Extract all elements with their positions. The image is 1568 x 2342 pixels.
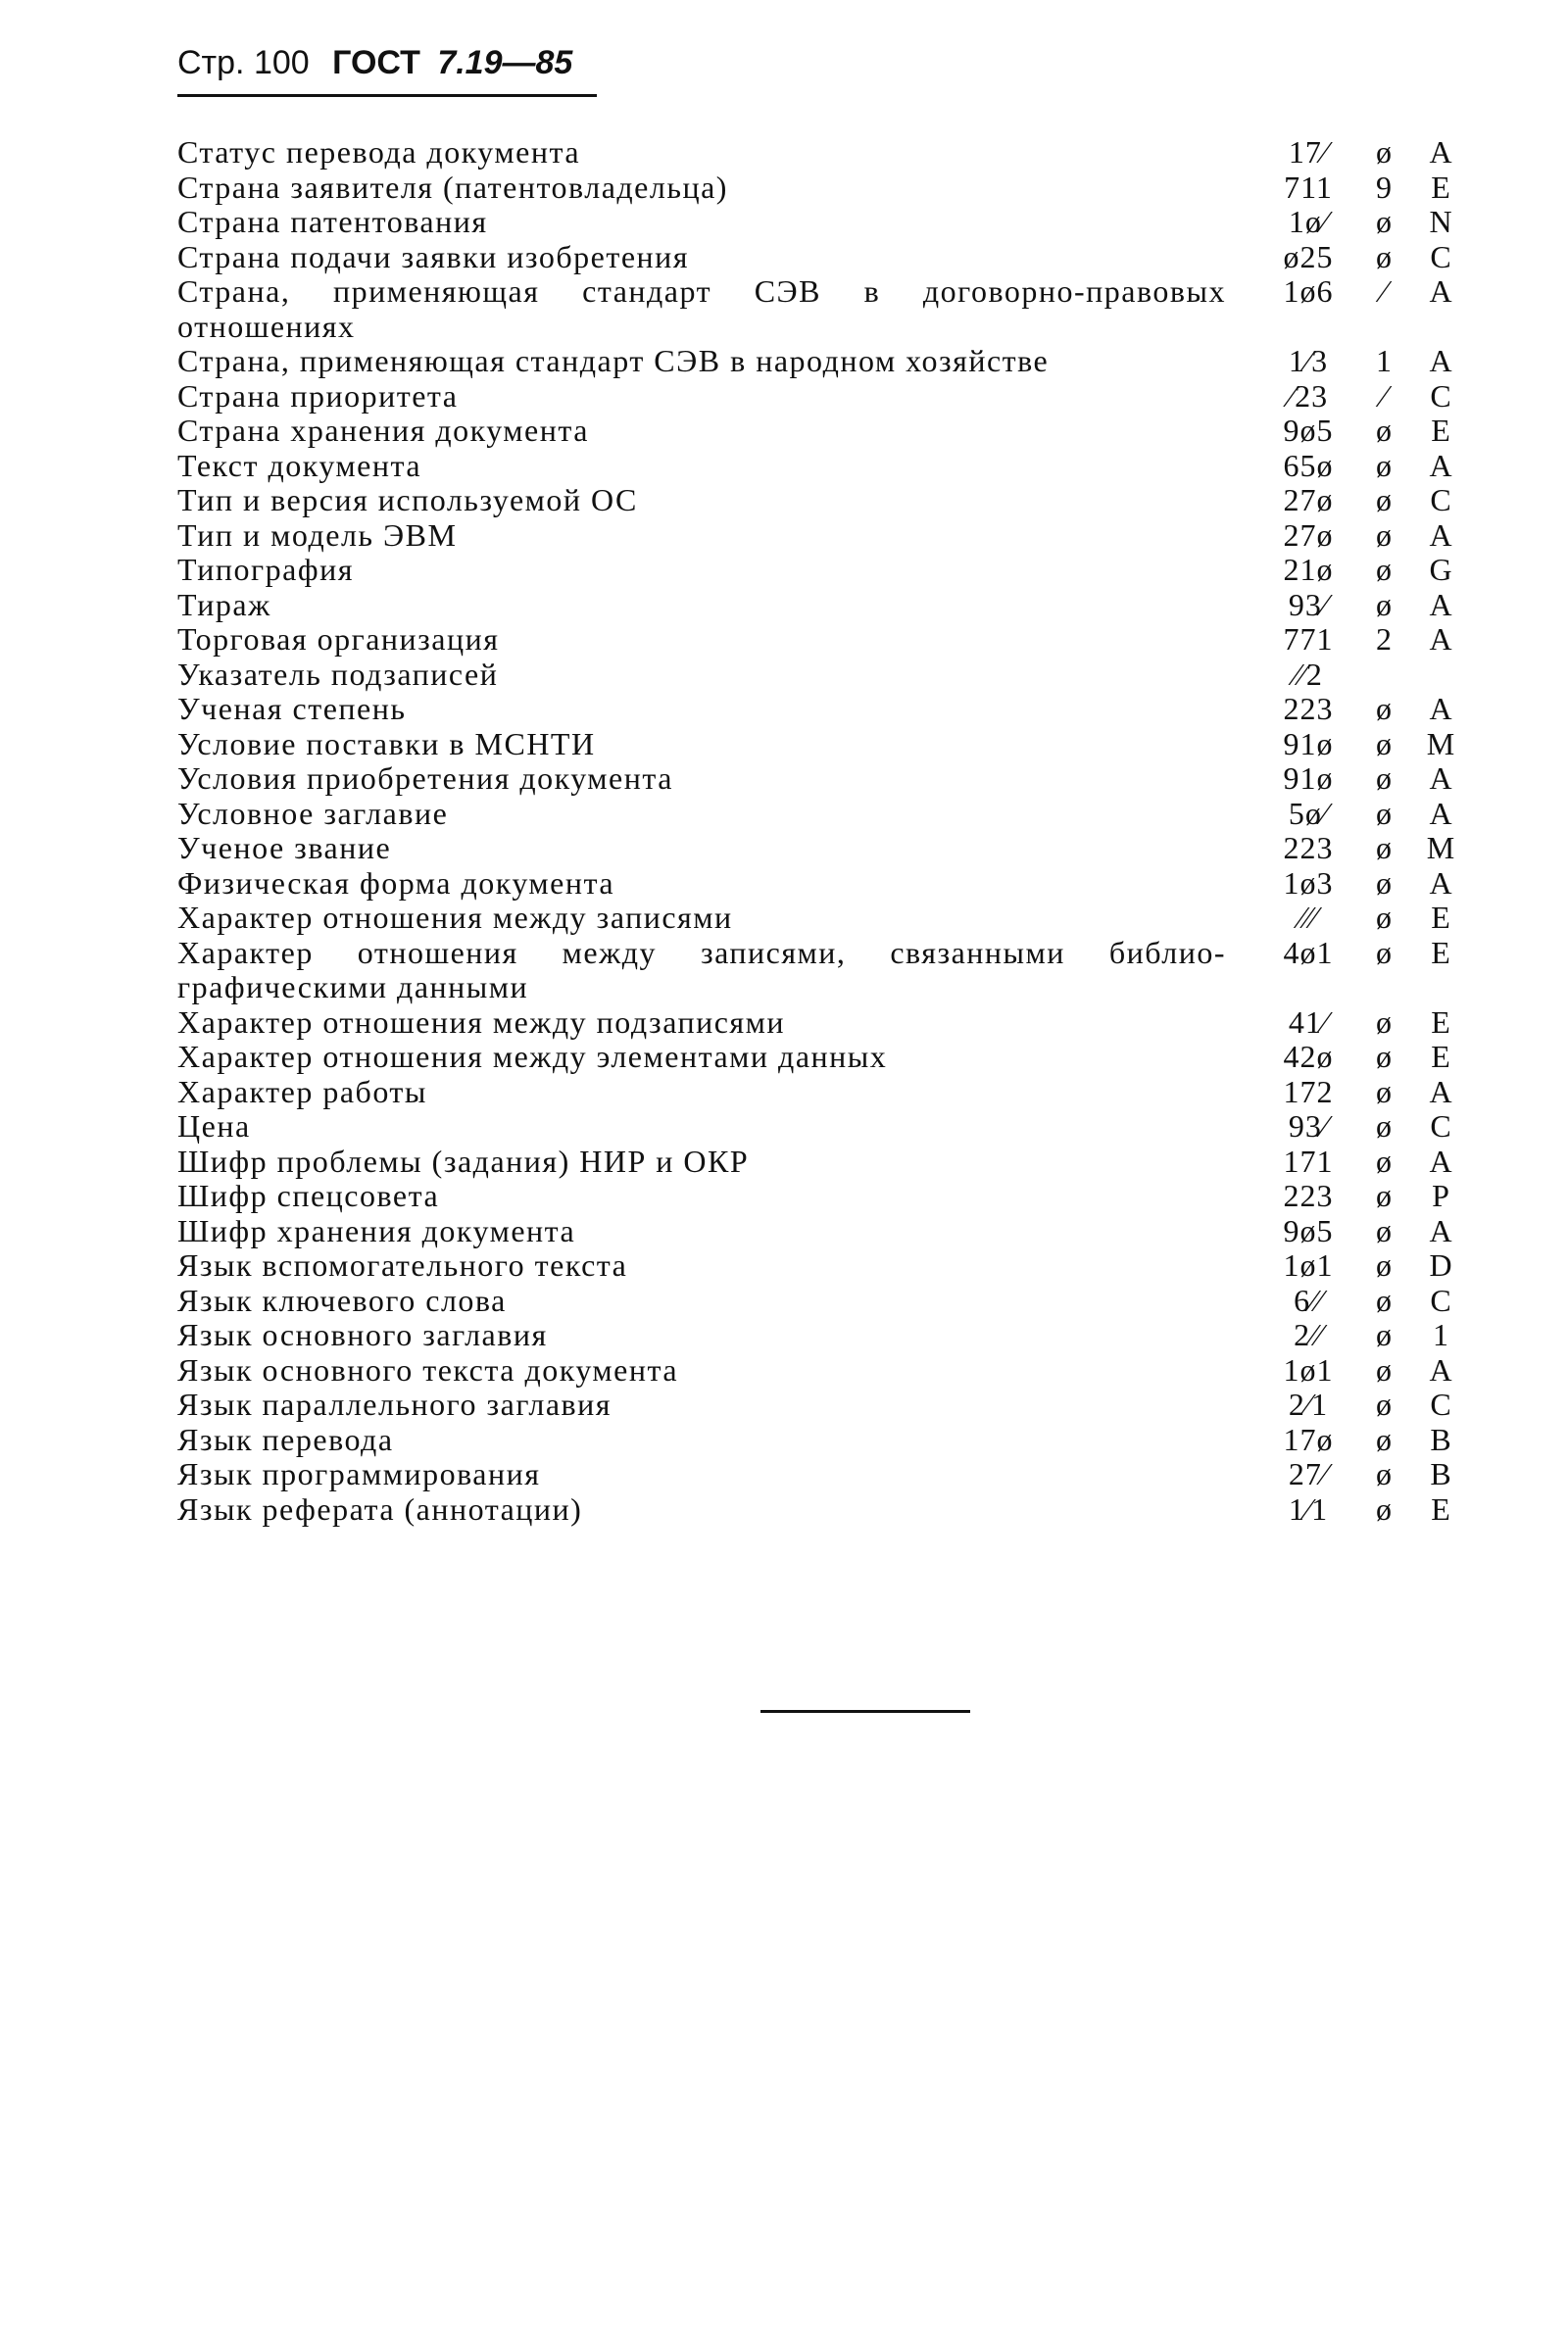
entry-term: Страна, применяющая стандарт СЭВ в народном хозяйстве <box>177 343 1050 378</box>
entry-row <box>0 379 1568 415</box>
entry-class: A <box>1429 1212 1452 1248</box>
entry-row <box>0 901 1568 936</box>
entry-class: A <box>1429 134 1452 170</box>
entry-row <box>0 1284 1568 1319</box>
entry-row <box>0 553 1568 588</box>
entry-class: A <box>1429 691 1452 726</box>
entry-term: Характер отношения между записями, связанными библио-графическими данными <box>177 934 1226 1004</box>
entry-class: M <box>1426 830 1455 865</box>
entry-term: Текст документа <box>177 447 422 483</box>
entry-term: Условие поставки в МСНТИ <box>177 725 596 761</box>
entry-subcode: ø <box>1376 1178 1392 1213</box>
entry-term: Характер отношения между элементами данных <box>177 1039 888 1074</box>
entry-code: 223 <box>1283 1178 1334 1213</box>
entry-subcode: 9 <box>1376 169 1392 205</box>
entry-subcode: ø <box>1376 1282 1392 1318</box>
entry-subcode: ø <box>1376 238 1392 274</box>
entry-term: Страна приоритета <box>177 377 459 414</box>
entry-list <box>0 135 1568 1527</box>
entry-code: 17⁄ <box>1288 134 1329 170</box>
entry-row <box>0 727 1568 762</box>
entry-subcode: ø <box>1376 413 1392 448</box>
entry-term: Характер отношения между подзаписями <box>177 1003 786 1040</box>
entry-subcode: ø <box>1376 1247 1392 1283</box>
entry-term: Страна хранения документа <box>177 413 589 448</box>
entry-class: A <box>1429 1073 1452 1109</box>
entry-term: Страна подачи заявки изобретения <box>177 238 690 274</box>
entry-row <box>0 518 1568 554</box>
entry-code: 1ø⁄ <box>1288 204 1329 239</box>
entry-row <box>0 831 1568 866</box>
entry-subcode: ø <box>1376 1212 1392 1248</box>
entry-term: Шифр проблемы (задания) НИР и ОКР <box>177 1143 750 1179</box>
entry-row <box>0 1214 1568 1249</box>
entry-class: A <box>1429 621 1452 657</box>
entry-subcode: ø <box>1376 134 1392 170</box>
entry-class: A <box>1429 343 1452 378</box>
entry-subcode: ø <box>1376 552 1392 587</box>
entry-code: 93⁄ <box>1288 1108 1329 1144</box>
entry-class: C <box>1430 482 1451 517</box>
entry-row <box>0 171 1568 206</box>
entry-term: Язык перевода <box>177 1421 394 1457</box>
entry-class: C <box>1430 238 1451 274</box>
entry-row <box>0 344 1568 379</box>
entry-subcode: ⁄ <box>1381 377 1387 414</box>
entry-term: Условное заглавие <box>177 795 449 831</box>
entry-subcode: ø <box>1376 1387 1392 1422</box>
entry-code: 91ø <box>1283 760 1334 796</box>
entry-code: 6⁄⁄ <box>1294 1282 1323 1318</box>
entry-code: 27ø <box>1283 482 1334 517</box>
entry-row <box>0 797 1568 832</box>
entry-class: E <box>1431 1490 1450 1527</box>
entry-code: 93⁄ <box>1288 586 1329 622</box>
entry-class: A <box>1429 447 1452 483</box>
end-rule <box>760 1710 970 1713</box>
entry-subcode: ø <box>1376 447 1392 483</box>
entry-row <box>0 692 1568 727</box>
entry-term: Статус перевода документа <box>177 134 581 170</box>
entry-row <box>0 1145 1568 1180</box>
entry-class: A <box>1429 1351 1452 1388</box>
entry-row <box>0 483 1568 518</box>
entry-code: 41⁄ <box>1288 1003 1329 1040</box>
entry-row <box>0 1109 1568 1145</box>
entry-class: A <box>1429 1143 1452 1179</box>
entry-code: 1ø6 <box>1283 273 1334 309</box>
entry-subcode: ø <box>1376 725 1392 761</box>
entry-class: E <box>1431 900 1450 935</box>
entry-row <box>0 622 1568 658</box>
entry-code: 223 <box>1283 830 1334 865</box>
entry-term: Язык программирования <box>177 1456 541 1491</box>
entry-code: 17ø <box>1283 1421 1334 1457</box>
gost-label: ГОСТ <box>332 44 420 81</box>
entry-term: Язык вспомогательного текста <box>177 1247 628 1283</box>
entry-code: 1ø1 <box>1283 1351 1334 1388</box>
entry-subcode: ø <box>1376 1351 1392 1388</box>
entry-class: A <box>1429 586 1452 622</box>
entry-row <box>0 1492 1568 1528</box>
entry-subcode: ø <box>1376 830 1392 865</box>
entry-term: Страна заявителя (патентовладельца) <box>177 169 728 205</box>
entry-term: Характер работы <box>177 1073 427 1109</box>
entry-class: B <box>1430 1456 1451 1491</box>
header-rule <box>177 94 597 97</box>
entry-row <box>0 274 1568 344</box>
entry-row <box>0 1388 1568 1423</box>
entry-term: Шифр спецсовета <box>177 1178 440 1213</box>
entry-code: 1ø3 <box>1283 864 1334 901</box>
entry-class: C <box>1430 1282 1451 1318</box>
entry-subcode: ø <box>1376 1421 1392 1457</box>
entry-code: 27ø <box>1283 516 1334 553</box>
entry-class: A <box>1429 516 1452 553</box>
page-label: Стр. <box>177 44 245 81</box>
entry-class: A <box>1429 760 1452 796</box>
entry-row <box>0 449 1568 484</box>
entry-code: ⁄23 <box>1288 377 1329 414</box>
entry-code: 2⁄1 <box>1288 1387 1329 1422</box>
entry-code: 65ø <box>1283 447 1334 483</box>
entry-subcode: ø <box>1376 864 1392 901</box>
entry-subcode: ø <box>1376 204 1392 239</box>
entry-row <box>0 936 1568 1005</box>
entry-row <box>0 240 1568 275</box>
entry-row <box>0 1318 1568 1353</box>
entry-class: G <box>1429 552 1452 587</box>
entry-subcode: 2 <box>1376 621 1392 657</box>
entry-row <box>0 1005 1568 1041</box>
entry-row <box>0 1040 1568 1075</box>
entry-term: Условия приобретения документа <box>177 760 673 796</box>
entry-subcode: ø <box>1376 482 1392 517</box>
entry-row <box>0 1179 1568 1214</box>
entry-row <box>0 761 1568 797</box>
entry-subcode: ø <box>1376 1317 1392 1352</box>
entry-subcode: ø <box>1376 1143 1392 1179</box>
entry-term: Язык основного заглавия <box>177 1317 548 1352</box>
entry-term: Язык ключевого слова <box>177 1282 507 1318</box>
entry-term: Страна, применяющая стандарт СЭВ в договорно-правовых отношениях <box>177 273 1226 344</box>
entry-term: Язык основного текста документа <box>177 1351 679 1388</box>
entry-code: ø25 <box>1283 238 1334 274</box>
entry-class: A <box>1429 795 1452 831</box>
entry-subcode: ⁄ <box>1381 273 1387 309</box>
entry-row <box>0 866 1568 902</box>
entry-class: 1 <box>1433 1317 1448 1352</box>
entry-class: N <box>1429 204 1452 239</box>
entry-term: Физическая форма документа <box>177 864 615 901</box>
entry-subcode: ø <box>1376 1456 1392 1491</box>
entry-subcode: ø <box>1376 934 1392 970</box>
entry-term: Ученая степень <box>177 691 407 726</box>
entry-code: 223 <box>1283 691 1334 726</box>
entry-row <box>0 1353 1568 1389</box>
entry-code: 711 <box>1284 169 1333 205</box>
entry-term: Типография <box>177 552 354 587</box>
entry-code: 171 <box>1283 1143 1334 1179</box>
entry-row <box>0 414 1568 449</box>
entry-row <box>0 1457 1568 1492</box>
entry-term: Цена <box>177 1108 251 1144</box>
entry-term: Торговая организация <box>177 621 500 657</box>
entry-code: 1⁄1 <box>1288 1490 1329 1527</box>
entry-class: C <box>1430 1108 1451 1144</box>
page-number: 100 <box>253 44 310 81</box>
entry-term: Язык параллельного заглавия <box>177 1387 612 1422</box>
entry-code: 9ø5 <box>1283 413 1334 448</box>
entry-code: 1⁄3 <box>1288 343 1329 378</box>
entry-subcode: ø <box>1376 1108 1392 1144</box>
entry-row <box>0 205 1568 240</box>
entry-term: Указатель подзаписей <box>177 656 499 692</box>
entry-subcode: ø <box>1376 1039 1392 1074</box>
entry-code: 27⁄ <box>1288 1456 1329 1491</box>
entry-term: Тип и модель ЭВМ <box>177 516 458 553</box>
entry-subcode: ø <box>1376 516 1392 553</box>
entry-class: P <box>1432 1178 1449 1213</box>
entry-code: 1ø1 <box>1283 1247 1334 1283</box>
entry-code: 771 <box>1283 621 1334 657</box>
entry-subcode: 1 <box>1376 343 1392 378</box>
entry-class: E <box>1431 1003 1450 1040</box>
entry-code: 172 <box>1283 1073 1334 1109</box>
entry-code: 21ø <box>1283 552 1334 587</box>
entry-term: Язык реферата (аннотации) <box>177 1490 583 1527</box>
entry-class: B <box>1430 1421 1451 1457</box>
entry-class: E <box>1431 413 1450 448</box>
entry-code: 2⁄⁄ <box>1294 1317 1323 1352</box>
entry-class: A <box>1429 273 1452 309</box>
entry-term: Ученое звание <box>177 830 392 865</box>
entry-subcode: ø <box>1376 795 1392 831</box>
entry-row <box>0 135 1568 171</box>
entry-subcode: ø <box>1376 586 1392 622</box>
entry-code: 5ø⁄ <box>1288 795 1329 831</box>
entry-subcode: ø <box>1376 1490 1392 1527</box>
entry-class: C <box>1430 377 1451 414</box>
entry-term: Шифр хранения документа <box>177 1212 576 1248</box>
entry-term: Тираж <box>177 586 271 622</box>
entry-subcode: ø <box>1376 1003 1392 1040</box>
entry-class: D <box>1429 1247 1452 1283</box>
entry-row <box>0 588 1568 623</box>
entry-class: C <box>1430 1387 1451 1422</box>
entry-subcode: ø <box>1376 900 1392 935</box>
entry-code: ⁄⁄⁄ <box>1298 900 1318 935</box>
entry-subcode: ø <box>1376 760 1392 796</box>
entry-term: Страна патентования <box>177 204 488 239</box>
entry-class: E <box>1431 169 1450 205</box>
entry-row <box>0 1075 1568 1110</box>
entry-subcode: ø <box>1376 691 1392 726</box>
entry-code: 9ø5 <box>1283 1212 1334 1248</box>
entry-code: 42ø <box>1283 1039 1334 1074</box>
entry-code: ⁄⁄2 <box>1294 656 1323 692</box>
entry-code: 91ø <box>1283 725 1334 761</box>
page-header <box>177 43 572 82</box>
entry-row <box>0 1423 1568 1458</box>
entry-class: A <box>1429 864 1452 901</box>
standard-number: 7.19—85 <box>437 44 573 81</box>
entry-row <box>0 1248 1568 1284</box>
entry-subcode: ø <box>1376 1073 1392 1109</box>
entry-class: E <box>1431 934 1450 970</box>
entry-class: M <box>1426 725 1455 761</box>
entry-term: Характер отношения между записями <box>177 900 733 935</box>
entry-row <box>0 658 1568 693</box>
entry-class: E <box>1431 1039 1450 1074</box>
entry-term: Тип и версия используемой ОС <box>177 482 638 517</box>
entry-code: 4ø1 <box>1283 934 1334 970</box>
